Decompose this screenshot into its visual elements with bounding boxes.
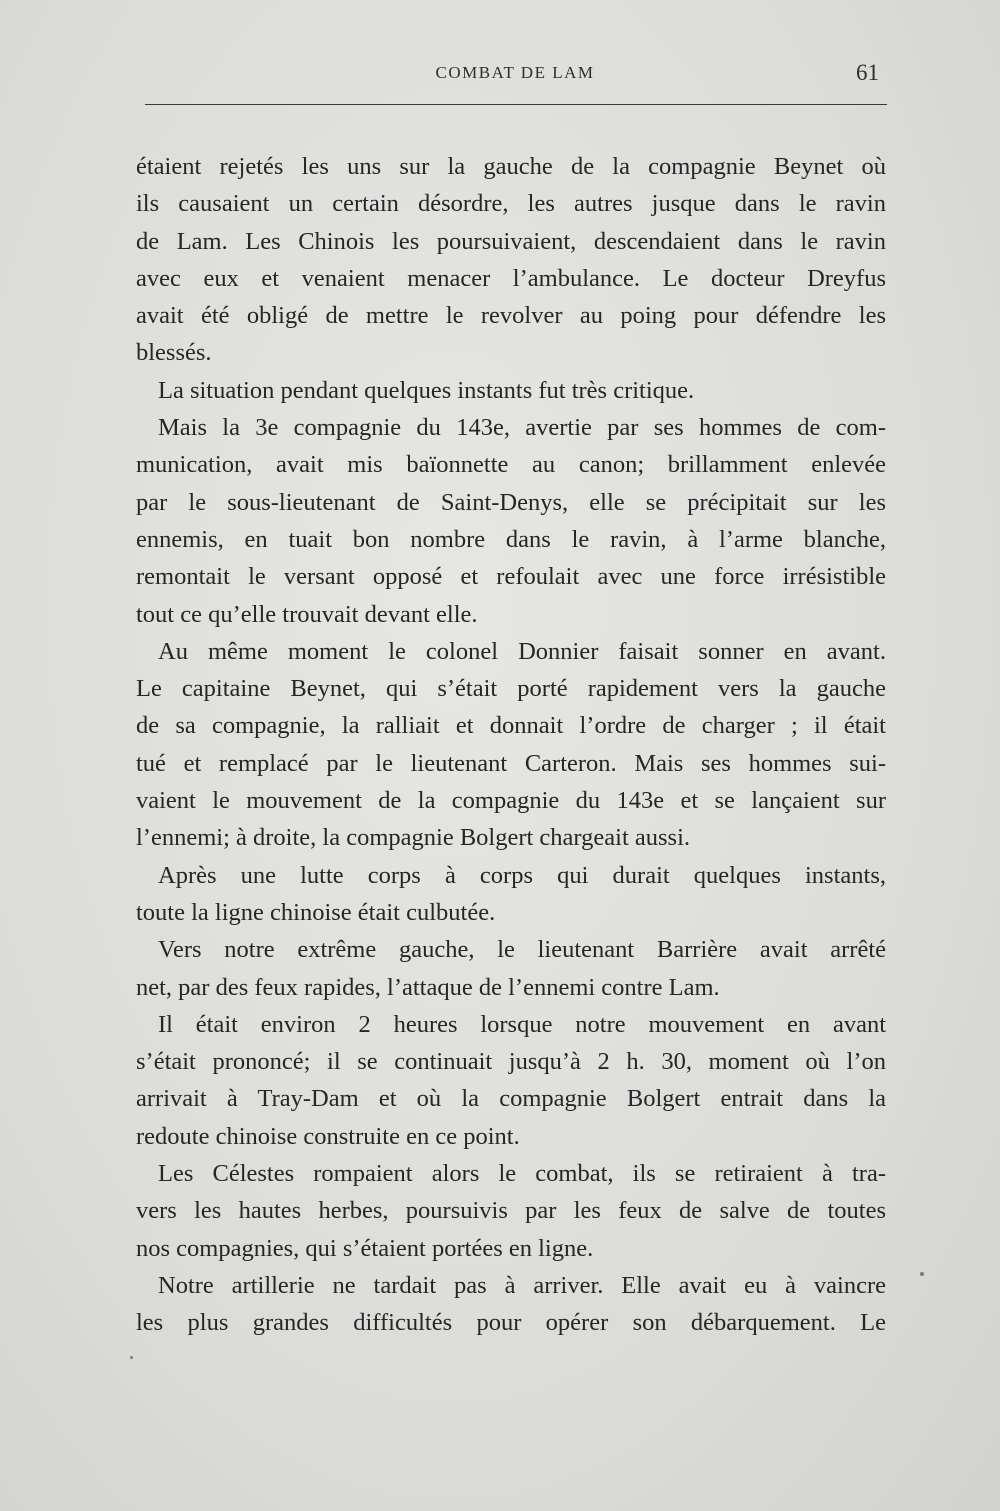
text-line: avec eux et venaient menacer l’ambulance. Le docteur Dreyfus [136,264,886,292]
body-text [136,148,886,1342]
text-line: blessés. [136,339,212,367]
text-line: net, par des feux rapides, l’attaque de l’ennemi contre Lam. [136,973,720,1001]
text-line: Mais la 3e compagnie du 143e, avertie par ses hommes de com- [158,414,886,442]
page-header [145,60,885,90]
text-line: étaient rejetés les uns sur la gauche de la compagnie Beynet où [136,153,886,180]
text-line: ennemis, en tuait bon nombre dans le ravin, à l’arme blanche, [136,525,886,553]
text-line: les plus grandes difficultés pour opérer son débarquement. Le [136,1309,886,1337]
text-line: Les Célestes rompaient alors le combat, ils se retiraient à tra- [158,1160,886,1188]
text-line: de sa compagnie, la ralliait et donnait l’ordre de charger ; il était [136,712,886,740]
text-line: Notre artillerie ne tardait pas à arriver. Elle avait eu à vaincre [158,1271,886,1299]
paper-speck [130,1356,133,1359]
text-line: Le capitaine Beynet, qui s’était porté rapidement vers la gauche [136,675,886,703]
text-line: vers les hautes herbes, poursuivis par les feux de salve de toutes [136,1197,886,1225]
paper-speck [920,1272,924,1276]
text-line: redoute chinoise construite en ce point. [136,1122,520,1150]
text-line: s’était prononcé; il se continuait jusqu’à 2 h. 30, moment où l’on [136,1048,886,1076]
text-line: de Lam. Les Chinois les poursuivaient, descendaient dans le ravin [136,227,886,255]
page-number: 61 [856,60,879,85]
text-line: remontait le versant opposé et refoulait avec une force irrésistible [136,563,886,591]
text-line: toute la ligne chinoise était culbutée. [136,898,496,926]
text-line: Au même moment le colonel Donnier faisait sonner en avant. [158,637,886,665]
text-line: nos compagnies, qui s’étaient portées en ligne. [136,1234,594,1262]
text-line: tout ce qu’elle trouvait devant elle. [136,600,478,628]
text-line: arrivait à Tray-Dam et où la compagnie Bolgert entrait dans la [136,1085,886,1113]
text-line: par le sous-lieutenant de Saint-Denys, elle se précipitait sur les [136,488,886,516]
text-line: avait été obligé de mettre le revolver au poing pour défendre les [136,302,886,330]
header-rule [145,104,887,105]
text-line: La situation pendant quelques instants fut très critique. [158,376,695,404]
text-line: vaient le mouvement de la compagnie du 143e et se lançaient sur [136,787,886,815]
text-line: Il était environ 2 heures lorsque notre mouvement en avant [158,1010,886,1038]
text-line: munication, avait mis baïonnette au canon; brillamment enlevée [136,451,886,479]
text-line: Après une lutte corps à corps qui durait quelques instants, [158,861,886,889]
text-line: tué et remplacé par le lieutenant Carteron. Mais ses hommes sui- [136,749,886,777]
text-line: l’ennemi; à droite, la compagnie Bolgert chargeait aussi. [136,824,691,852]
text-line: ils causaient un certain désordre, les autres jusque dans le ravin [136,190,886,218]
running-title: COMBAT DE LAM [435,63,595,82]
text-line: Vers notre extrême gauche, le lieutenant Barrière avait arrêté [158,936,886,964]
